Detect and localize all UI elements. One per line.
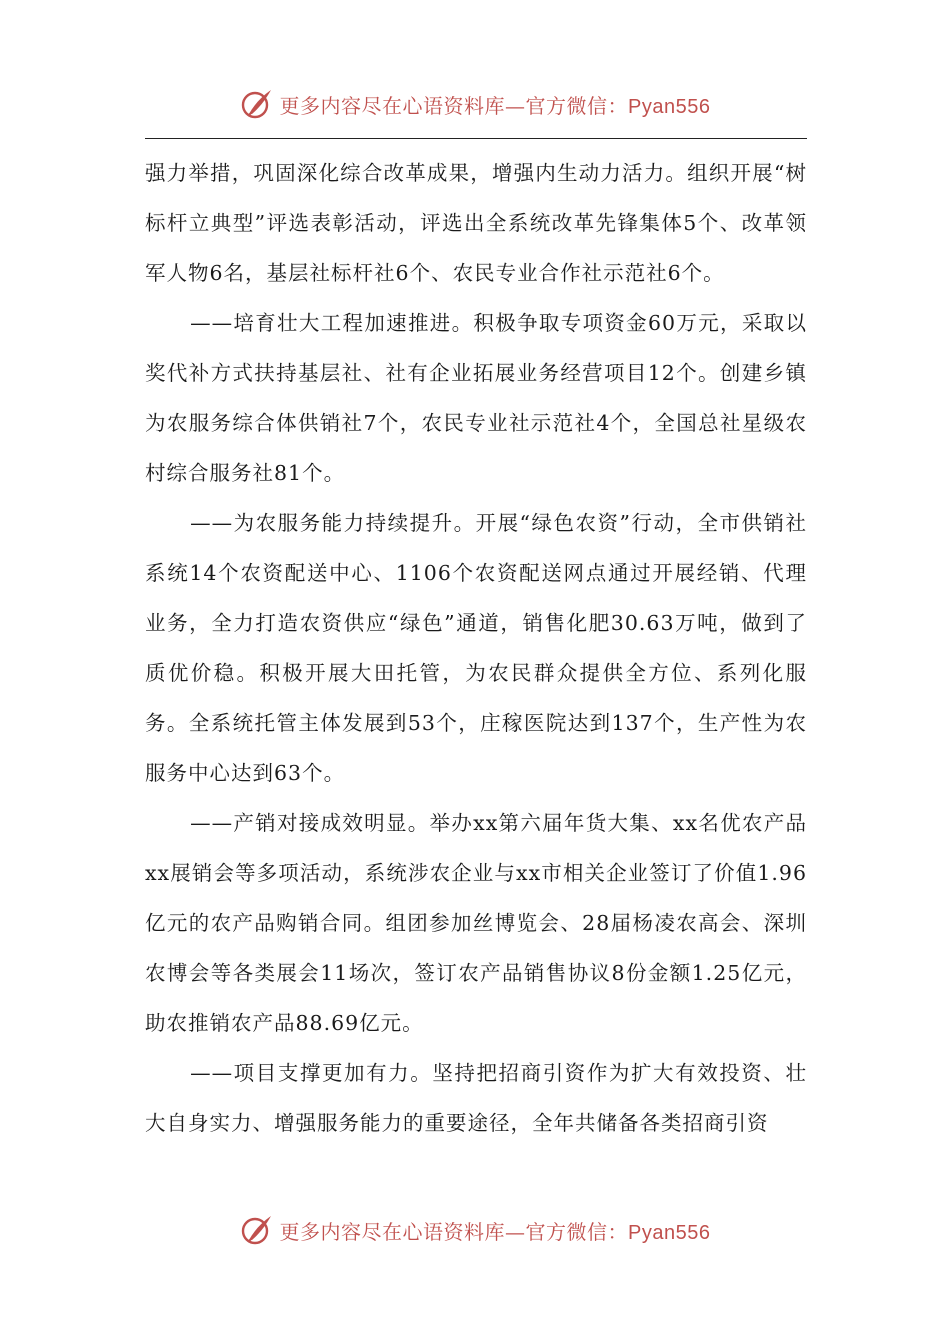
header-banner-text: 更多内容尽在心语资料库—官方微信：Pyan556 (279, 93, 711, 118)
paragraph-2: ——培育壮大工程加速推进。积极争取专项资金60万元，采取以奖代补方式扶持基层社、社有企业拓展业务经营项目12个。创建乡镇为农服务综合体供销社7个，农民专业社示范社4个，全国总社星级农村综合服务社81个。 (145, 311, 807, 485)
quill-logo-icon (240, 1213, 274, 1247)
footer-banner-text: 更多内容尽在心语资料库—官方微信：Pyan556 (279, 1219, 711, 1244)
paragraph-4: ——产销对接成效明显。举办xx第六届年货大集、xx名优农产品xx展销会等多项活动，系统涉农企业与xx市相关企业签订了价值1.96亿元的农产品购销合同。组团参加丝博览会、28届杨凌农高会、深圳农博会等各类展会11场次，签订农产品销售协议8份金额1.25亿元，助农推销农产品88.69亿元。 (145, 811, 807, 1035)
paragraph-5: ——项目支撑更加有力。坚持把招商引资作为扩大有效投资、壮大自身实力、增强服务能力的重要途径，全年共储备各类招商引资 (145, 1061, 807, 1135)
header-banner (0, 82, 950, 126)
paragraph-1: 强力举措，巩固深化综合改革成果，增强内生动力活力。组织开展“树标杆立典型”评选表彰活动，评选出全系统改革先锋集体5个、改革领军人物6名，基层社标杆社6个、农民专业合作社示范社6个。 (145, 161, 807, 285)
quill-logo-icon (240, 87, 274, 121)
paragraph-3: ——为农服务能力持续提升。开展“绿色农资”行动，全市供销社系统14个农资配送中心、1106个农资配送网点通过开展经销、代理业务，全力打造农资供应“绿色”通道，销售化肥30.63万吨，做到了质优价稳。积极开展大田托管，为农民群众提供全方位、系列化服务。全系统托管主体发展到53个，庄稼医院达到137个，生产性为农服务中心达到63个。 (145, 511, 807, 785)
footer-wechat-id: Pyan556 (628, 1221, 711, 1244)
header-divider (145, 138, 807, 139)
document-body (145, 148, 807, 1148)
footer-banner (0, 1208, 950, 1252)
header-wechat-id: Pyan556 (628, 95, 711, 118)
